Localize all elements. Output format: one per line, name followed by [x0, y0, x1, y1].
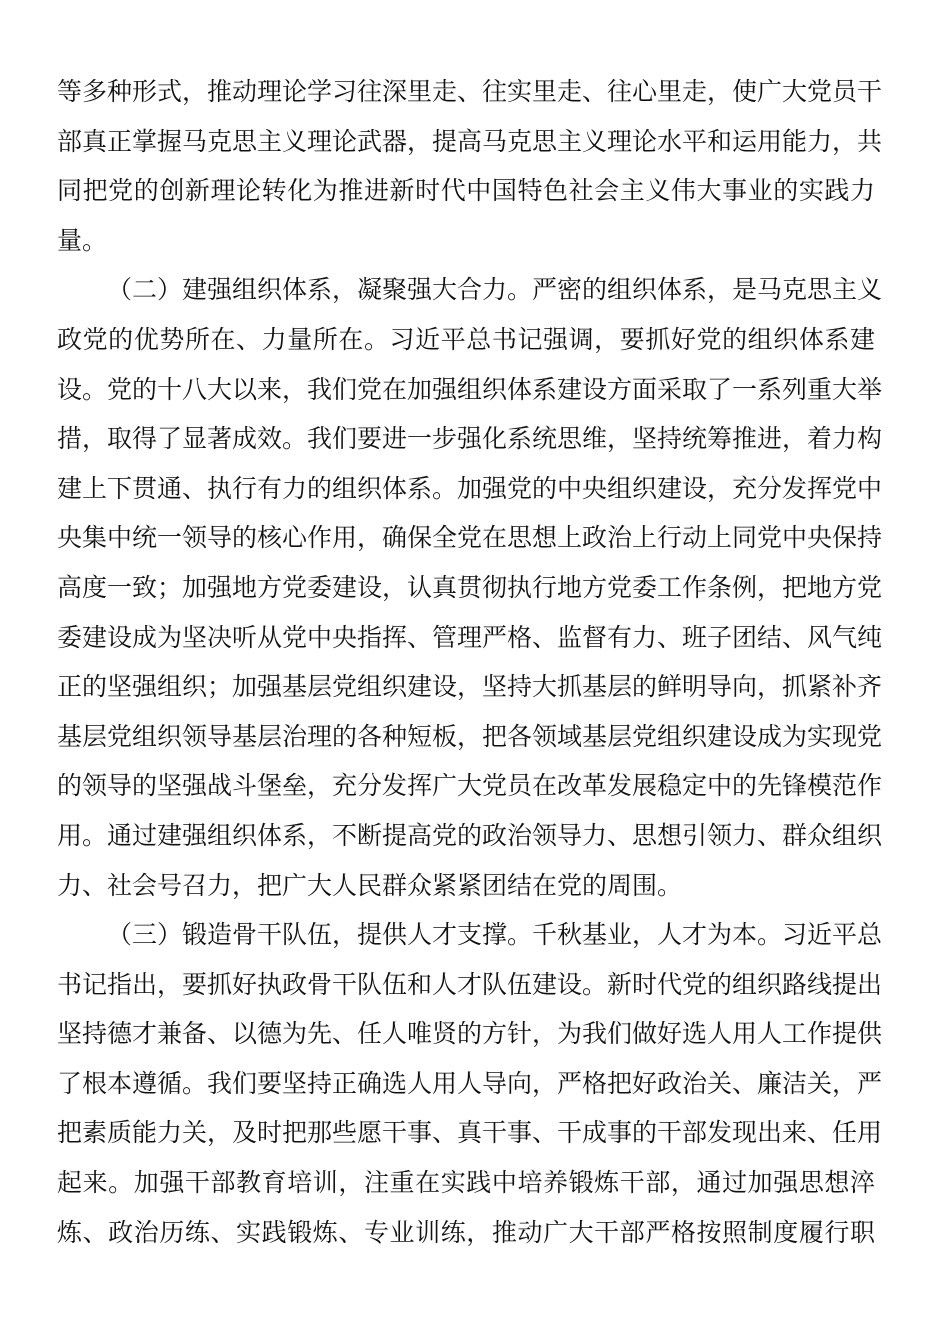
text-line: 用。通过建强组织体系，不断提高党的政治领导力、思想引领力、群众组织 [57, 820, 883, 850]
paragraph-backbone-team [57, 910, 883, 1257]
text-line: 正的坚强组织；加强基层党组织建设，坚持大抓基层的鲜明导向，抓紧补齐 [57, 672, 883, 702]
text-line: 起来。加强干部教育培训，注重在实践中培养锻炼干部，通过加强思想淬 [57, 1168, 875, 1198]
text-line: 高度一致；加强地方党委建设，认真贯彻执行地方党委工作条例，把地方党 [57, 572, 883, 602]
text-line: 量。 [57, 225, 108, 255]
text-line: 炼、政治历练、实践锻炼、专业训练，推动广大干部严格按照制度履行职 [57, 1217, 875, 1247]
text-line: 的领导的坚强战斗堡垒，充分发挥广大党员在改革发展稳定中的先锋模范作 [57, 771, 883, 801]
text-line: 同把党的创新理论转化为推进新时代中国特色社会主义伟大事业的实践力 [57, 176, 875, 206]
text-line: 央集中统一领导的核心作用，确保全党在思想上政治上行动上同党中央保持 [57, 523, 883, 553]
document-page [57, 67, 883, 1257]
text-line: （二）建强组织体系，凝聚强大合力。严密的组织体系，是马克思主义 [107, 275, 883, 305]
text-line: 力、社会号召力，把广大人民群众紧紧团结在党的周围。 [57, 870, 683, 900]
text-line: 设。党的十八大以来，我们党在加强组织体系建设方面采取了一系列重大举 [57, 374, 883, 404]
text-line: 部真正掌握马克思主义理论武器，提高马克思主义理论水平和运用能力，共 [57, 126, 883, 156]
text-line: 了根本遵循。我们要坚持正确选人用人导向，严格把好政治关、廉洁关，严 [57, 1068, 883, 1098]
text-line: 委建设成为坚决听从党中央指挥、管理严格、监督有力、班子团结、风气纯 [57, 622, 883, 652]
text-line: 书记指出，要抓好执政骨干队伍和人才队伍建设。新时代党的组织路线提出 [57, 969, 883, 999]
text-line: 建上下贯通、执行有力的组织体系。加强党的中央组织建设，充分发挥党中 [57, 473, 883, 503]
text-line: 基层党组织领导基层治理的各种短板，把各领域基层党组织建设成为实现党 [57, 721, 883, 751]
paragraph-organization-system [57, 265, 883, 910]
text-line: 等多种形式，推动理论学习往深里走、往实里走、往心里走，使广大党员干 [57, 77, 883, 106]
text-line: 政党的优势所在、力量所在。习近平总书记强调，要抓好党的组织体系建 [57, 324, 875, 354]
text-line: （三）锻造骨干队伍，提供人才支撑。千秋基业，人才为本。习近平总 [107, 920, 883, 950]
text-line: 坚持德才兼备、以德为先、任人唯贤的方针，为我们做好选人用人工作提供 [57, 1019, 883, 1049]
paragraph-continuation [57, 67, 883, 265]
text-line: 把素质能力关，及时把那些愿干事、真干事、干成事的干部发现出来、任用 [57, 1118, 883, 1148]
text-line: 措，取得了显著成效。我们要进一步强化系统思维，坚持统筹推进，着力构 [57, 424, 883, 454]
